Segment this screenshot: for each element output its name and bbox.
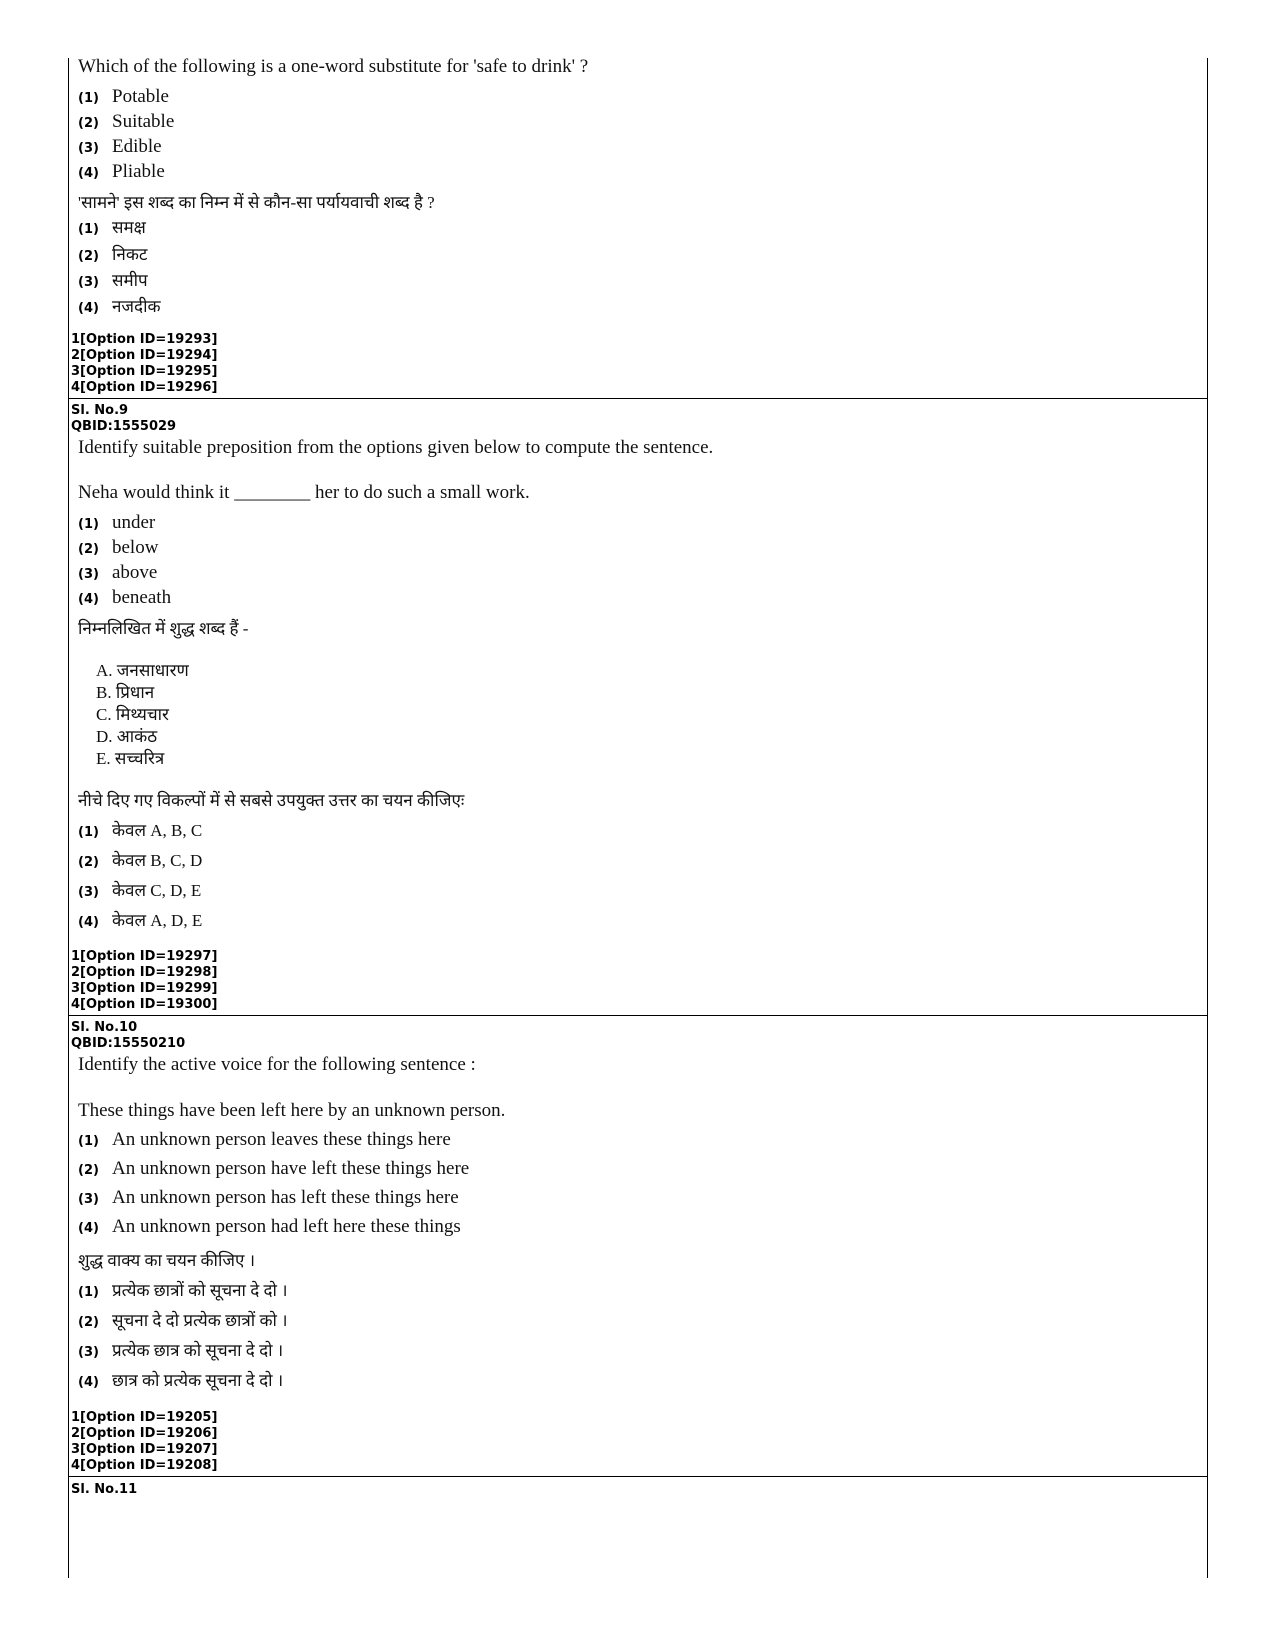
option-4: (4) beneath xyxy=(78,587,172,608)
serial-number: Sl. No.9 QBID:1555029 xyxy=(71,403,177,434)
option-id: 2[Option ID=19298] xyxy=(71,965,218,980)
option-hi-1: (1) प्रत्येक छात्रों को सूचना दे दो । xyxy=(78,1281,288,1300)
qbid: QBID:15550210 xyxy=(71,1036,186,1051)
option-id: 1[Option ID=19293] xyxy=(71,332,218,347)
list-item: B. प्रिधान xyxy=(96,683,155,702)
serial-number: Sl. No.10 QBID:15550210 xyxy=(71,1020,186,1051)
option-4: (4) An unknown person had left here these things xyxy=(78,1216,461,1237)
question-sentence: Neha would think it ________ her to do such a small work. xyxy=(78,482,530,503)
option-id: 3[Option ID=19299] xyxy=(71,981,218,996)
option-id: 3[Option ID=19295] xyxy=(71,364,218,379)
option-3: (3) above xyxy=(78,562,158,583)
option-id: 2[Option ID=19206] xyxy=(71,1426,218,1441)
option-2: (2) below xyxy=(78,537,159,558)
option-id: 4[Option ID=19300] xyxy=(71,997,218,1012)
option-hi-1: (1) समक्ष xyxy=(78,218,146,237)
option-2: (2) Suitable xyxy=(78,111,175,132)
option-hi-4: (4) नजदीक xyxy=(78,297,161,316)
option-id-list xyxy=(71,949,217,1013)
option-hi-3: (3) केवल C, D, E xyxy=(78,881,202,900)
option-hi-2: (2) निकट xyxy=(78,245,148,264)
word-list xyxy=(96,660,189,770)
option-hi-2: (2) केवल B, C, D xyxy=(78,851,203,870)
option-id-list xyxy=(71,1410,217,1474)
list-item: D. आकंठ xyxy=(96,727,158,746)
question-text-hi: शुद्ध वाक्य का चयन कीजिए । xyxy=(78,1251,256,1270)
option-4: (4) Pliable xyxy=(78,161,165,182)
divider xyxy=(68,398,1208,399)
option-3: (3) Edible xyxy=(78,136,162,157)
question-text-en: Identify the active voice for the following sentence : xyxy=(78,1054,476,1075)
option-hi-2: (2) सूचना दे दो प्रत्येक छात्रों को । xyxy=(78,1311,288,1330)
qbid: QBID:1555029 xyxy=(71,419,177,434)
divider xyxy=(68,1476,1208,1477)
list-item: E. सच्चरित्र xyxy=(96,749,165,768)
list-item: C. मिथ्यचार xyxy=(96,705,169,724)
option-3: (3) An unknown person has left these things here xyxy=(78,1187,459,1208)
question-text-hi: 'सामने' इस शब्द का निम्न में से कौन-सा पर्यायवाची शब्द है ? xyxy=(78,193,435,212)
option-id: 2[Option ID=19294] xyxy=(71,348,218,363)
option-hi-4: (4) छात्र को प्रत्येक सूचना दे दो । xyxy=(78,1371,284,1390)
option-hi-1: (1) केवल A, B, C xyxy=(78,821,203,840)
option-hi-4: (4) केवल A, D, E xyxy=(78,911,203,930)
option-1: (1) An unknown person leaves these things here xyxy=(78,1129,451,1150)
option-1: (1) Potable xyxy=(78,86,169,107)
option-id: 1[Option ID=19297] xyxy=(71,949,218,964)
option-id: 1[Option ID=19205] xyxy=(71,1410,218,1425)
question-text-en: Identify suitable preposition from the options given below to compute the sentence. xyxy=(78,437,714,458)
option-2: (2) An unknown person have left these things here xyxy=(78,1158,470,1179)
option-id: 3[Option ID=19207] xyxy=(71,1442,218,1457)
option-id-list xyxy=(71,332,217,396)
option-hi-3: (3) समीप xyxy=(78,271,148,290)
serial-number: Sl. No.11 xyxy=(71,1482,138,1497)
divider xyxy=(68,1015,1208,1016)
option-1: (1) under xyxy=(78,512,156,533)
option-id: 4[Option ID=19296] xyxy=(71,380,218,395)
list-item: A. जनसाधारण xyxy=(96,661,189,680)
question-text-en: Which of the following is a one-word substitute for 'safe to drink' ? xyxy=(78,56,589,77)
instruction-text: नीचे दिए गए विकल्पों में से सबसे उपयुक्त उत्तर का चयन कीजिएः xyxy=(78,791,465,810)
option-id: 4[Option ID=19208] xyxy=(71,1458,218,1473)
question-sentence: These things have been left here by an unknown person. xyxy=(78,1100,506,1121)
question-text-hi: निम्नलिखित में शुद्ध शब्द हैं - xyxy=(78,619,249,638)
option-hi-3: (3) प्रत्येक छात्र को सूचना दे दो । xyxy=(78,1341,284,1360)
